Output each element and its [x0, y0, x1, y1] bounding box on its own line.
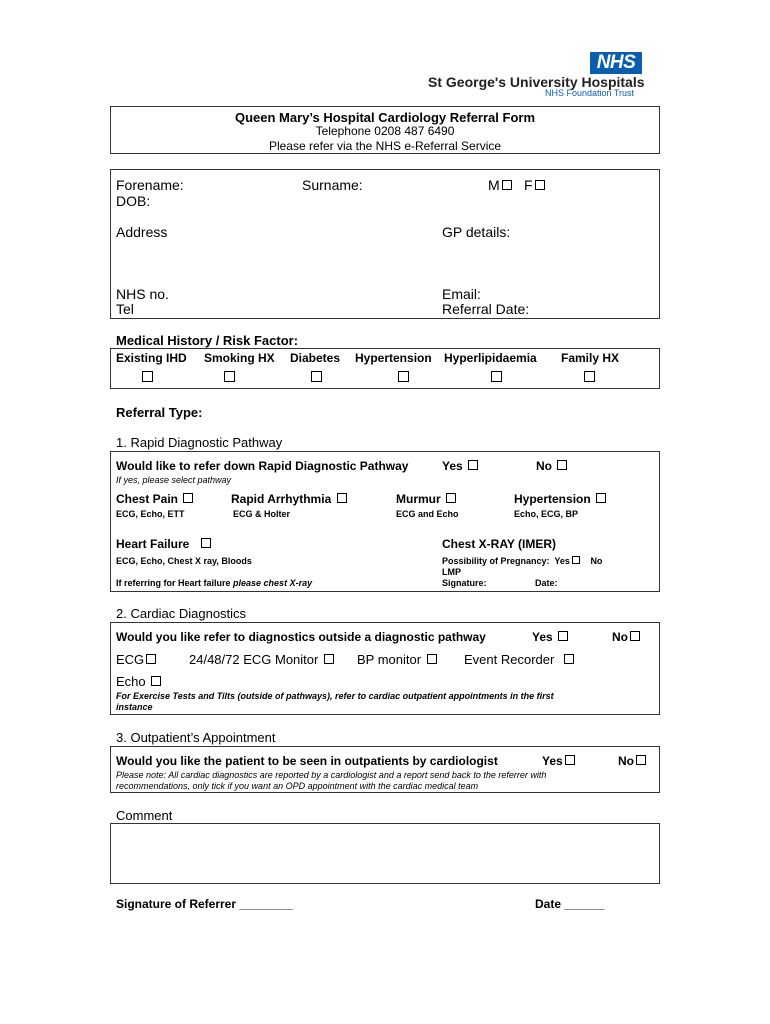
- rapid-hypertension-checkbox[interactable]: [596, 493, 606, 503]
- female-checkbox[interactable]: [535, 180, 545, 190]
- rapid-no-checkbox[interactable]: [557, 460, 567, 470]
- male-checkbox[interactable]: [502, 180, 512, 190]
- checkbox-existing-ihd[interactable]: [142, 371, 153, 382]
- rapid-yes-label: Yes: [442, 459, 463, 473]
- murmur-label: Murmur: [396, 492, 441, 506]
- pregnancy-row: [442, 556, 602, 566]
- pregnancy-yes-checkbox[interactable]: [572, 556, 580, 564]
- event-recorder-option[interactable]: [464, 652, 574, 667]
- pregnancy-yes-label: Yes: [554, 556, 570, 566]
- cardiac-yes-label: Yes: [532, 630, 553, 644]
- outpatient-heading: 3. Outpatient’s Appointment: [116, 730, 276, 745]
- outpatient-note: Please note: All cardiac diagnostics are reported by a cardiologist and a report send back to the referrer with: [116, 770, 547, 780]
- echo-option[interactable]: [116, 674, 161, 689]
- refer-note: Please refer via the NHS e-Referral Service: [268, 139, 502, 153]
- murmur-option[interactable]: [396, 492, 456, 506]
- trust-name: St George's University Hospitals: [428, 74, 645, 90]
- rapid-hypertension-label: Hypertension: [514, 492, 591, 506]
- checkbox-hypertension[interactable]: [398, 371, 409, 382]
- lmp-label: LMP: [442, 567, 461, 577]
- outpatient-yes-checkbox[interactable]: [565, 755, 575, 765]
- form-title: Queen Mary’s Hospital Cardiology Referral Form: [234, 110, 536, 125]
- medical-history-heading: Medical History / Risk Factor:: [116, 333, 299, 348]
- checkbox-diabetes[interactable]: [311, 371, 322, 382]
- cardiac-yes-option[interactable]: [532, 630, 568, 644]
- pregnancy-label: Possibility of Pregnancy:: [442, 556, 550, 566]
- ecg-monitor-option[interactable]: [189, 652, 334, 667]
- rapid-hypertension-option[interactable]: [514, 492, 606, 506]
- outpatient-yes-label: Yes: [542, 754, 563, 768]
- ecg-monitor-checkbox[interactable]: [324, 654, 334, 664]
- address-label: Address: [116, 224, 168, 240]
- referrer-signature[interactable]: Signature of Referrer ________: [116, 897, 293, 911]
- email-label: Email:: [442, 286, 481, 302]
- comment-box[interactable]: [110, 823, 660, 884]
- outpatient-no-checkbox[interactable]: [636, 755, 646, 765]
- tel-label: Tel: [116, 301, 134, 317]
- chest-pain-label: Chest Pain: [116, 492, 179, 506]
- cardiac-no-option[interactable]: [612, 630, 640, 644]
- pregnancy-no-label: No: [590, 556, 603, 566]
- chest-pain-checkbox[interactable]: [183, 493, 193, 503]
- rapid-pathway-heading: 1. Rapid Diagnostic Pathway: [116, 435, 283, 450]
- female-option[interactable]: [524, 177, 545, 193]
- cardiac-note: For Exercise Tests and Tilts (outside of pathways), refer to cardiac outpatient appointments in the first: [116, 691, 554, 701]
- chest-pain-option[interactable]: [116, 492, 193, 506]
- xray-signature-label: Signature:: [442, 578, 487, 588]
- history-hyperlipidaemia: Hyperlipidaemia: [444, 351, 537, 365]
- ecg-label: ECG: [116, 652, 145, 667]
- gp-details-label: GP details:: [442, 224, 511, 240]
- rapid-hypertension-sub: Echo, ECG, BP: [514, 509, 579, 519]
- heart-failure-option[interactable]: [116, 537, 211, 551]
- rapid-select-note: If yes, please select pathway: [116, 475, 232, 485]
- chest-pain-sub: ECG, Echo, ETT: [116, 509, 185, 519]
- nhs-logo: NHS: [590, 52, 642, 74]
- murmur-sub: ECG and Echo: [396, 509, 459, 519]
- rapid-question: Would like to refer down Rapid Diagnostic Pathway: [116, 459, 409, 473]
- history-diabetes: Diabetes: [290, 351, 341, 365]
- ecg-checkbox[interactable]: [146, 654, 156, 664]
- male-label: M: [488, 177, 500, 193]
- heart-failure-note: [116, 578, 312, 588]
- cardiac-question: Would you like refer to diagnostics outside a diagnostic pathway: [116, 630, 486, 644]
- male-option[interactable]: [488, 177, 512, 193]
- referrer-date[interactable]: Date ______: [535, 897, 605, 911]
- ecg-option[interactable]: [116, 652, 156, 667]
- rapid-yes-option[interactable]: [442, 459, 478, 473]
- hf-note-italic: please chest X-ray: [233, 578, 313, 588]
- outpatient-note-2: recommendations, only tick if you want an OPD appointment with the cardiac medical team: [116, 781, 479, 791]
- hf-note-prefix: If referring for Heart failure: [116, 578, 234, 588]
- cardiac-no-checkbox[interactable]: [630, 631, 640, 641]
- cardiac-note-2: instance: [116, 702, 153, 712]
- female-label: F: [524, 177, 533, 193]
- referral-date-label: Referral Date:: [442, 301, 530, 317]
- history-existing-ihd: Existing IHD: [116, 351, 187, 365]
- history-hypertension: Hypertension: [355, 351, 432, 365]
- checkbox-smoking-hx[interactable]: [224, 371, 235, 382]
- history-smoking-hx: Smoking HX: [204, 351, 275, 365]
- checkbox-hyperlipidaemia[interactable]: [491, 371, 502, 382]
- dob-label: DOB:: [116, 193, 151, 209]
- outpatient-yes-option[interactable]: [542, 754, 575, 768]
- event-recorder-label: Event Recorder: [464, 652, 555, 667]
- heart-failure-sub: ECG, Echo, Chest X ray, Bloods: [116, 556, 252, 566]
- comment-heading: Comment: [116, 808, 173, 823]
- arrhythmia-option[interactable]: [231, 492, 347, 506]
- rapid-no-option[interactable]: [536, 459, 567, 473]
- cardiac-diagnostics-heading: 2. Cardiac Diagnostics: [116, 606, 247, 621]
- cardiac-yes-checkbox[interactable]: [558, 631, 568, 641]
- rapid-yes-checkbox[interactable]: [468, 460, 478, 470]
- echo-checkbox[interactable]: [151, 676, 161, 686]
- arrhythmia-checkbox[interactable]: [337, 493, 347, 503]
- heart-failure-checkbox[interactable]: [201, 538, 211, 548]
- cardiac-no-label: No: [612, 630, 628, 644]
- bp-monitor-option[interactable]: [357, 652, 437, 667]
- ecg-monitor-label: 24/48/72 ECG Monitor: [189, 652, 319, 667]
- chest-xray-label: Chest X-RAY (IMER): [442, 537, 557, 551]
- xray-date-label: Date:: [535, 578, 558, 588]
- surname-label: Surname:: [302, 177, 363, 193]
- referral-type-heading: Referral Type:: [116, 405, 203, 420]
- bp-monitor-checkbox[interactable]: [427, 654, 437, 664]
- echo-label: Echo: [116, 674, 146, 689]
- trust-subtitle: NHS Foundation Trust: [545, 88, 635, 98]
- rapid-no-label: No: [536, 459, 552, 473]
- telephone: Telephone 0208 487 6490: [315, 124, 455, 138]
- patient-details-box[interactable]: [110, 169, 660, 319]
- outpatient-no-option[interactable]: [618, 754, 646, 768]
- bp-monitor-label: BP monitor: [357, 652, 422, 667]
- forename-label: Forename:: [116, 177, 184, 193]
- arrhythmia-label: Rapid Arrhythmia: [231, 492, 332, 506]
- outpatient-question: Would you like the patient to be seen in outpatients by cardiologist: [116, 754, 498, 768]
- arrhythmia-sub: ECG & Holter: [233, 509, 291, 519]
- event-recorder-checkbox[interactable]: [564, 654, 574, 664]
- nhs-number-label: NHS no.: [116, 286, 169, 302]
- checkbox-family-hx[interactable]: [584, 371, 595, 382]
- heart-failure-label: Heart Failure: [116, 537, 190, 551]
- outpatient-no-label: No: [618, 754, 634, 768]
- murmur-checkbox[interactable]: [446, 493, 456, 503]
- history-family-hx: Family HX: [561, 351, 620, 365]
